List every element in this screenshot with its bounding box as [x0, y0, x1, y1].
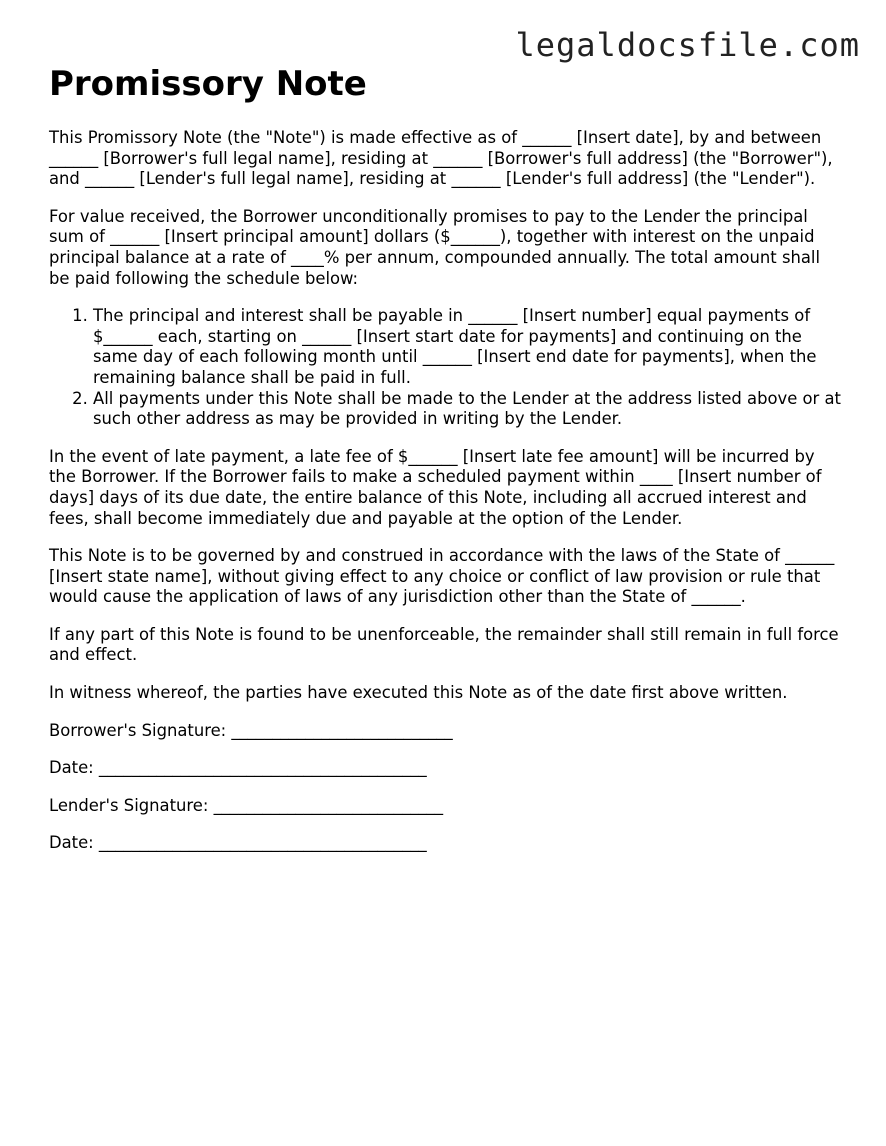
witness-paragraph: In witness whereof, the parties have executed this Note as of the date first above written.: [49, 683, 788, 703]
payment-schedule-list: [49, 306, 841, 430]
severability-paragraph: If any part of this Note is found to be unenforceable, the remainder shall still remain in full force and effect.: [49, 624, 839, 665]
list-item: 1. The principal and interest shall be payable in ______ [Insert number] equal payments of $______ each, starting on ______ [Insert start date for payments] and continuing on the same day of each following month until ______ [Insert end date for payments], when the remaining balance shall be paid in full.: [93, 306, 841, 388]
governing-law-paragraph: This Note is to be governed by and construed in accordance with the laws of the State of ______ [Insert state name], without giving effect to any choice or conflict of law provision or rule that would cause the application of laws of any jurisdiction other than the State of ______.: [49, 546, 835, 607]
late-payment-paragraph: In the event of late payment, a late fee of $______ [Insert late fee amount] will be incurred by the Borrower. If the Borrower fails to make a scheduled payment within ____ [Insert number of days] days of its due date, the entire balance of this Note, including all accrued interest and fees, shall become immediately due and payable at the option of the Lender.: [49, 446, 822, 528]
watermark: legaldocsfile.com: [515, 26, 860, 64]
lender-signature-line: Lender's Signature: ____________________________: [49, 795, 444, 815]
promise-paragraph: For value received, the Borrower unconditionally promises to pay to the Lender the principal sum of ______ [Insert principal amount] dollars ($______), together with interest on the unpaid principal balance at a rate of ____% per annum, compounded annually. The total amount shall be paid following the schedule below:: [49, 206, 821, 288]
borrower-date-line: Date: ________________________________________: [49, 758, 427, 778]
lender-date-line: Date: ________________________________________: [49, 833, 427, 853]
borrower-signature-line: Borrower's Signature: ___________________________: [49, 720, 453, 740]
list-item: 2. All payments under this Note shall be made to the Lender at the address listed above or at such other address as may be provided in writing by the Lender.: [93, 389, 841, 430]
document-title: Promissory Note: [49, 64, 367, 104]
intro-paragraph: This Promissory Note (the "Note") is made effective as of ______ [Insert date], by and between ______ [Borrower's full legal name], residing at ______ [Borrower's full address] (the "Borrower"), and ______ [Lender's full legal name], residing at ______ [Lender's full address] (the "Lender").: [49, 128, 833, 189]
document-page: [49, 62, 841, 871]
